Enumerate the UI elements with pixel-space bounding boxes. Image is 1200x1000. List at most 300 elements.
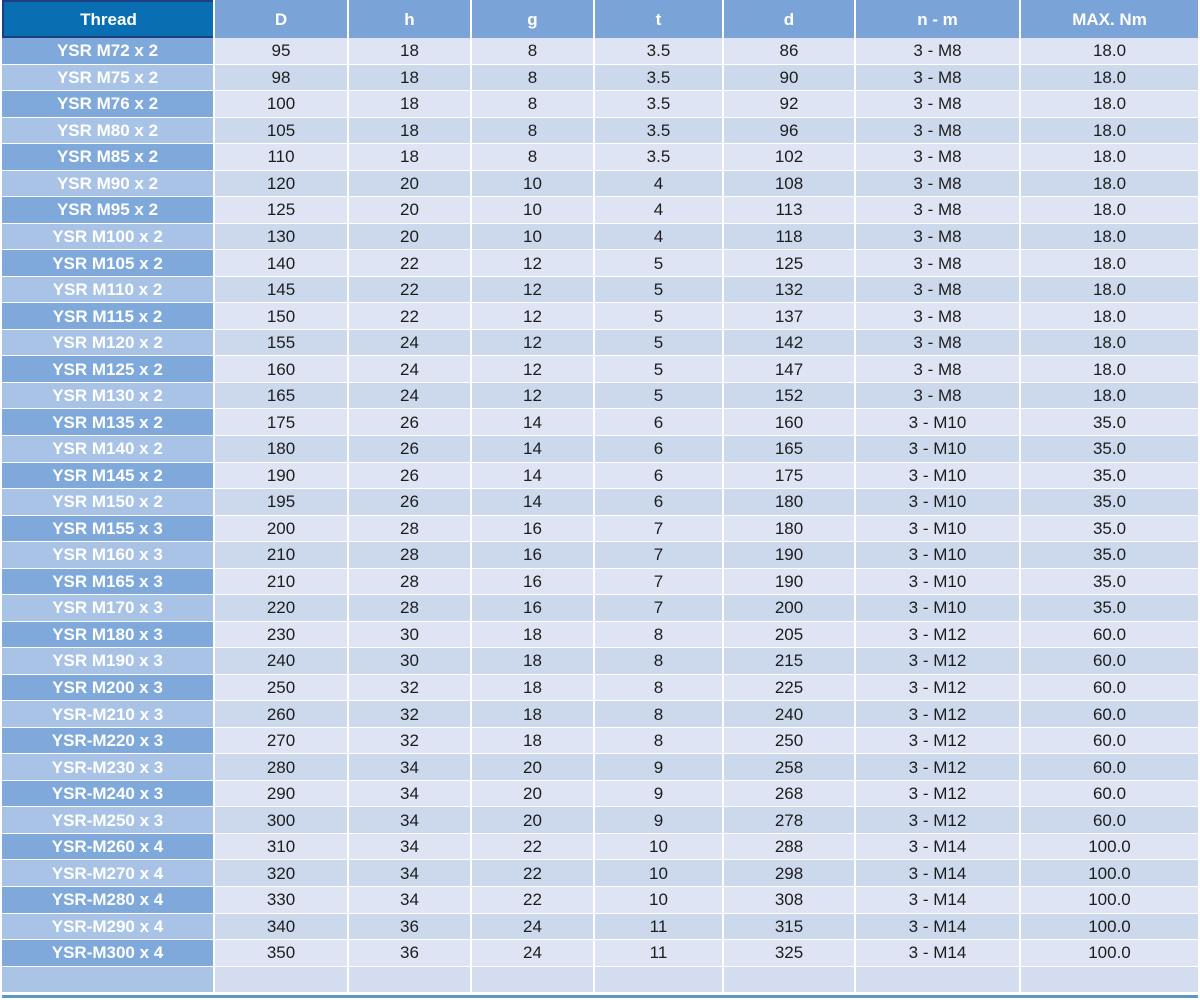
table-row: [2, 648, 1198, 675]
table-row: [2, 250, 1198, 277]
value-cell: 150: [215, 303, 347, 329]
value-cell: 5: [595, 330, 722, 356]
value-cell: 14: [472, 409, 593, 435]
value-cell: 3 - M14: [856, 834, 1019, 860]
thread-cell: YSR M76 x 2: [2, 91, 213, 117]
value-cell: 147: [724, 356, 854, 382]
value-cell: 28: [349, 542, 470, 568]
value-cell: 200: [724, 595, 854, 621]
value-cell: 3 - M12: [856, 648, 1019, 674]
value-cell: 205: [724, 622, 854, 648]
column-header-n-m: n - m: [856, 0, 1019, 38]
value-cell: 14: [472, 436, 593, 462]
value-cell: 96: [724, 118, 854, 144]
value-cell: 9: [595, 781, 722, 807]
value-cell: 113: [724, 197, 854, 223]
thread-cell: YSR M130 x 2: [2, 383, 213, 409]
value-cell: 8: [472, 144, 593, 170]
value-cell: 3 - M8: [856, 250, 1019, 276]
value-cell: 9: [595, 807, 722, 833]
value-cell: 110: [215, 144, 347, 170]
value-cell: 258: [724, 754, 854, 780]
thread-cell: YSR M155 x 3: [2, 516, 213, 542]
value-cell: 3 - M10: [856, 409, 1019, 435]
value-cell: 8: [472, 91, 593, 117]
value-cell: 90: [724, 65, 854, 91]
value-cell: 20: [349, 171, 470, 197]
value-cell: 16: [472, 569, 593, 595]
value-cell: [472, 967, 593, 993]
value-cell: 35.0: [1021, 569, 1198, 595]
value-cell: 60.0: [1021, 701, 1198, 727]
value-cell: [215, 967, 347, 993]
thread-cell: YSR M110 x 2: [2, 277, 213, 303]
thread-cell: YSR M75 x 2: [2, 65, 213, 91]
column-header-h: h: [349, 0, 470, 38]
value-cell: 32: [349, 728, 470, 754]
value-cell: 3.5: [595, 91, 722, 117]
value-cell: 3 - M14: [856, 914, 1019, 940]
value-cell: 18: [472, 701, 593, 727]
value-cell: 24: [472, 914, 593, 940]
value-cell: 28: [349, 595, 470, 621]
value-cell: 6: [595, 436, 722, 462]
table-row: [2, 38, 1198, 65]
table-row: [2, 463, 1198, 490]
value-cell: 18.0: [1021, 118, 1198, 144]
value-cell: 100.0: [1021, 914, 1198, 940]
table-row: [2, 914, 1198, 941]
value-cell: 280: [215, 754, 347, 780]
table-row: [2, 701, 1198, 728]
value-cell: [856, 967, 1019, 993]
table-row: [2, 303, 1198, 330]
value-cell: 4: [595, 171, 722, 197]
thread-cell: YSR M90 x 2: [2, 171, 213, 197]
value-cell: 100.0: [1021, 940, 1198, 966]
value-cell: 28: [349, 569, 470, 595]
value-cell: 4: [595, 224, 722, 250]
value-cell: 3 - M8: [856, 383, 1019, 409]
value-cell: 3 - M10: [856, 516, 1019, 542]
column-header-D: D: [215, 0, 347, 38]
table-row: [2, 728, 1198, 755]
value-cell: 225: [724, 675, 854, 701]
value-cell: 8: [595, 648, 722, 674]
value-cell: 60.0: [1021, 648, 1198, 674]
value-cell: 102: [724, 144, 854, 170]
value-cell: 10: [595, 887, 722, 913]
value-cell: 26: [349, 436, 470, 462]
value-cell: 125: [215, 197, 347, 223]
value-cell: 137: [724, 303, 854, 329]
value-cell: 12: [472, 250, 593, 276]
thread-cell: YSR M125 x 2: [2, 356, 213, 382]
table-row: [2, 383, 1198, 410]
value-cell: 18.0: [1021, 303, 1198, 329]
value-cell: 18: [349, 118, 470, 144]
value-cell: 8: [595, 728, 722, 754]
value-cell: 145: [215, 277, 347, 303]
value-cell: 32: [349, 701, 470, 727]
value-cell: 10: [472, 224, 593, 250]
value-cell: 24: [349, 356, 470, 382]
table-row: [2, 542, 1198, 569]
value-cell: 11: [595, 940, 722, 966]
value-cell: 125: [724, 250, 854, 276]
value-cell: 22: [349, 303, 470, 329]
value-cell: 3 - M14: [856, 887, 1019, 913]
value-cell: 26: [349, 489, 470, 515]
column-header-thread: Thread: [2, 0, 213, 38]
value-cell: 18.0: [1021, 144, 1198, 170]
value-cell: [595, 967, 722, 993]
table-row: [2, 330, 1198, 357]
value-cell: 100.0: [1021, 860, 1198, 886]
value-cell: 35.0: [1021, 489, 1198, 515]
value-cell: 18: [349, 38, 470, 64]
table-row: [2, 356, 1198, 383]
thread-cell: YSR-M250 x 3: [2, 807, 213, 833]
value-cell: 260: [215, 701, 347, 727]
thread-cell: YSR-M260 x 4: [2, 834, 213, 860]
value-cell: 160: [215, 356, 347, 382]
value-cell: 8: [595, 675, 722, 701]
value-cell: 3 - M12: [856, 754, 1019, 780]
table-row: [2, 197, 1198, 224]
value-cell: 34: [349, 807, 470, 833]
value-cell: 5: [595, 250, 722, 276]
table-row: [2, 781, 1198, 808]
value-cell: 18: [472, 648, 593, 674]
thread-cell: YSR M95 x 2: [2, 197, 213, 223]
value-cell: 24: [472, 940, 593, 966]
value-cell: 86: [724, 38, 854, 64]
value-cell: 220: [215, 595, 347, 621]
value-cell: 108: [724, 171, 854, 197]
thread-cell: YSR M100 x 2: [2, 224, 213, 250]
value-cell: 60.0: [1021, 728, 1198, 754]
table-row: [2, 967, 1198, 994]
value-cell: 18: [472, 675, 593, 701]
value-cell: 12: [472, 383, 593, 409]
thread-cell: YSR M150 x 2: [2, 489, 213, 515]
value-cell: 175: [724, 463, 854, 489]
value-cell: 60.0: [1021, 781, 1198, 807]
value-cell: 5: [595, 383, 722, 409]
value-cell: 268: [724, 781, 854, 807]
value-cell: 7: [595, 595, 722, 621]
value-cell: 298: [724, 860, 854, 886]
value-cell: 3 - M8: [856, 303, 1019, 329]
value-cell: 3 - M10: [856, 436, 1019, 462]
table-row: [2, 144, 1198, 171]
table-row: [2, 118, 1198, 145]
thread-cell: YSR M190 x 3: [2, 648, 213, 674]
value-cell: 6: [595, 463, 722, 489]
value-cell: 140: [215, 250, 347, 276]
value-cell: 35.0: [1021, 516, 1198, 542]
value-cell: 240: [724, 701, 854, 727]
table-row: [2, 887, 1198, 914]
value-cell: 288: [724, 834, 854, 860]
thread-cell: YSR M80 x 2: [2, 118, 213, 144]
value-cell: 36: [349, 914, 470, 940]
table-row: [2, 569, 1198, 596]
value-cell: 3.5: [595, 118, 722, 144]
thread-cell: YSR M72 x 2: [2, 38, 213, 64]
table-row: [2, 516, 1198, 543]
value-cell: 22: [349, 250, 470, 276]
table-row: [2, 940, 1198, 967]
value-cell: 190: [724, 569, 854, 595]
value-cell: 16: [472, 516, 593, 542]
table-row: [2, 754, 1198, 781]
value-cell: 320: [215, 860, 347, 886]
value-cell: 250: [724, 728, 854, 754]
thread-cell: YSR-M280 x 4: [2, 887, 213, 913]
table-row: [2, 65, 1198, 92]
value-cell: 5: [595, 277, 722, 303]
value-cell: 20: [472, 754, 593, 780]
value-cell: 34: [349, 860, 470, 886]
value-cell: 12: [472, 330, 593, 356]
thread-cell: YSR M140 x 2: [2, 436, 213, 462]
value-cell: 350: [215, 940, 347, 966]
value-cell: 3 - M8: [856, 330, 1019, 356]
value-cell: 60.0: [1021, 622, 1198, 648]
value-cell: 132: [724, 277, 854, 303]
value-cell: 142: [724, 330, 854, 356]
table-row: [2, 171, 1198, 198]
value-cell: 35.0: [1021, 595, 1198, 621]
value-cell: 3 - M8: [856, 144, 1019, 170]
value-cell: 20: [349, 197, 470, 223]
value-cell: 3 - M12: [856, 728, 1019, 754]
value-cell: 215: [724, 648, 854, 674]
value-cell: 3 - M12: [856, 807, 1019, 833]
value-cell: 290: [215, 781, 347, 807]
value-cell: 6: [595, 489, 722, 515]
value-cell: 36: [349, 940, 470, 966]
value-cell: 18.0: [1021, 383, 1198, 409]
value-cell: 325: [724, 940, 854, 966]
value-cell: 30: [349, 648, 470, 674]
value-cell: 18: [472, 728, 593, 754]
table-row: [2, 489, 1198, 516]
thread-cell: YSR M85 x 2: [2, 144, 213, 170]
value-cell: 18.0: [1021, 224, 1198, 250]
thread-cell: YSR-M300 x 4: [2, 940, 213, 966]
value-cell: 35.0: [1021, 542, 1198, 568]
column-header-t: t: [595, 0, 722, 38]
value-cell: 190: [724, 542, 854, 568]
table-row: [2, 834, 1198, 861]
value-cell: 6: [595, 409, 722, 435]
value-cell: 155: [215, 330, 347, 356]
table-bottom-border: [2, 995, 1198, 998]
table-row: [2, 622, 1198, 649]
value-cell: 3 - M8: [856, 65, 1019, 91]
value-cell: 18: [349, 65, 470, 91]
value-cell: 10: [472, 197, 593, 223]
value-cell: 28: [349, 516, 470, 542]
value-cell: 3 - M8: [856, 171, 1019, 197]
thread-cell: YSR M180 x 3: [2, 622, 213, 648]
value-cell: 30: [349, 622, 470, 648]
value-cell: 3 - M8: [856, 356, 1019, 382]
value-cell: 8: [595, 701, 722, 727]
value-cell: 152: [724, 383, 854, 409]
value-cell: 130: [215, 224, 347, 250]
value-cell: 26: [349, 409, 470, 435]
table-row: [2, 595, 1198, 622]
value-cell: 35.0: [1021, 436, 1198, 462]
value-cell: 18: [472, 622, 593, 648]
value-cell: 8: [472, 118, 593, 144]
value-cell: 100.0: [1021, 887, 1198, 913]
value-cell: 100: [215, 91, 347, 117]
value-cell: 105: [215, 118, 347, 144]
value-cell: 24: [349, 383, 470, 409]
column-header-g: g: [472, 0, 593, 38]
table-row: [2, 675, 1198, 702]
value-cell: [349, 967, 470, 993]
value-cell: 8: [472, 38, 593, 64]
value-cell: 34: [349, 834, 470, 860]
value-cell: 278: [724, 807, 854, 833]
value-cell: 8: [595, 622, 722, 648]
value-cell: 12: [472, 303, 593, 329]
value-cell: 175: [215, 409, 347, 435]
value-cell: 9: [595, 754, 722, 780]
value-cell: 18.0: [1021, 356, 1198, 382]
value-cell: 60.0: [1021, 807, 1198, 833]
value-cell: 3 - M8: [856, 118, 1019, 144]
value-cell: 8: [472, 65, 593, 91]
value-cell: 18.0: [1021, 197, 1198, 223]
value-cell: 60.0: [1021, 675, 1198, 701]
value-cell: 250: [215, 675, 347, 701]
table-row: [2, 224, 1198, 251]
value-cell: 7: [595, 569, 722, 595]
value-cell: 3 - M8: [856, 197, 1019, 223]
value-cell: 35.0: [1021, 463, 1198, 489]
value-cell: 3 - M14: [856, 940, 1019, 966]
column-header-d: d: [724, 0, 854, 38]
value-cell: 180: [215, 436, 347, 462]
value-cell: 240: [215, 648, 347, 674]
table-row: [2, 860, 1198, 887]
value-cell: 195: [215, 489, 347, 515]
value-cell: 11: [595, 914, 722, 940]
value-cell: 18.0: [1021, 65, 1198, 91]
value-cell: 3.5: [595, 144, 722, 170]
value-cell: 34: [349, 754, 470, 780]
value-cell: 270: [215, 728, 347, 754]
value-cell: 160: [724, 409, 854, 435]
value-cell: 3 - M12: [856, 701, 1019, 727]
value-cell: 3 - M10: [856, 463, 1019, 489]
value-cell: 210: [215, 542, 347, 568]
value-cell: 34: [349, 781, 470, 807]
value-cell: 18.0: [1021, 171, 1198, 197]
value-cell: 4: [595, 197, 722, 223]
value-cell: 32: [349, 675, 470, 701]
value-cell: 3 - M12: [856, 622, 1019, 648]
value-cell: 24: [349, 330, 470, 356]
value-cell: 180: [724, 516, 854, 542]
value-cell: 35.0: [1021, 409, 1198, 435]
value-cell: 100.0: [1021, 834, 1198, 860]
value-cell: 20: [472, 807, 593, 833]
value-cell: 3 - M10: [856, 489, 1019, 515]
value-cell: [1021, 967, 1198, 993]
value-cell: 10: [472, 171, 593, 197]
thread-cell: YSR M200 x 3: [2, 675, 213, 701]
thread-cell: YSR-M290 x 4: [2, 914, 213, 940]
value-cell: 18.0: [1021, 330, 1198, 356]
value-cell: 95: [215, 38, 347, 64]
table-row: [2, 807, 1198, 834]
table-body: [2, 38, 1198, 993]
thread-cell: YSR M170 x 3: [2, 595, 213, 621]
value-cell: 5: [595, 303, 722, 329]
value-cell: 10: [595, 834, 722, 860]
thread-cell: YSR-M220 x 3: [2, 728, 213, 754]
value-cell: 230: [215, 622, 347, 648]
value-cell: 92: [724, 91, 854, 117]
value-cell: 18.0: [1021, 277, 1198, 303]
value-cell: 165: [215, 383, 347, 409]
value-cell: 3 - M12: [856, 675, 1019, 701]
value-cell: 20: [349, 224, 470, 250]
column-header-max-nm: MAX. Nm: [1021, 0, 1198, 38]
value-cell: 190: [215, 463, 347, 489]
value-cell: 315: [724, 914, 854, 940]
thread-cell: YSR M160 x 3: [2, 542, 213, 568]
value-cell: 3 - M10: [856, 569, 1019, 595]
value-cell: 22: [349, 277, 470, 303]
value-cell: 3.5: [595, 65, 722, 91]
value-cell: 18: [349, 91, 470, 117]
value-cell: 98: [215, 65, 347, 91]
value-cell: 310: [215, 834, 347, 860]
value-cell: 22: [472, 887, 593, 913]
thread-cell: [2, 967, 213, 993]
value-cell: 18.0: [1021, 250, 1198, 276]
table-row: [2, 409, 1198, 436]
value-cell: 308: [724, 887, 854, 913]
value-cell: 180: [724, 489, 854, 515]
value-cell: 3 - M12: [856, 781, 1019, 807]
value-cell: 14: [472, 463, 593, 489]
thread-cell: YSR-M240 x 3: [2, 781, 213, 807]
thread-cell: YSR-M230 x 3: [2, 754, 213, 780]
value-cell: 7: [595, 516, 722, 542]
thread-cell: YSR M145 x 2: [2, 463, 213, 489]
value-cell: 12: [472, 277, 593, 303]
value-cell: 340: [215, 914, 347, 940]
thread-cell: YSR M115 x 2: [2, 303, 213, 329]
value-cell: 3 - M8: [856, 38, 1019, 64]
value-cell: 120: [215, 171, 347, 197]
value-cell: 18.0: [1021, 38, 1198, 64]
value-cell: 10: [595, 860, 722, 886]
value-cell: 20: [472, 781, 593, 807]
thread-cell: YSR M165 x 3: [2, 569, 213, 595]
value-cell: 22: [472, 860, 593, 886]
